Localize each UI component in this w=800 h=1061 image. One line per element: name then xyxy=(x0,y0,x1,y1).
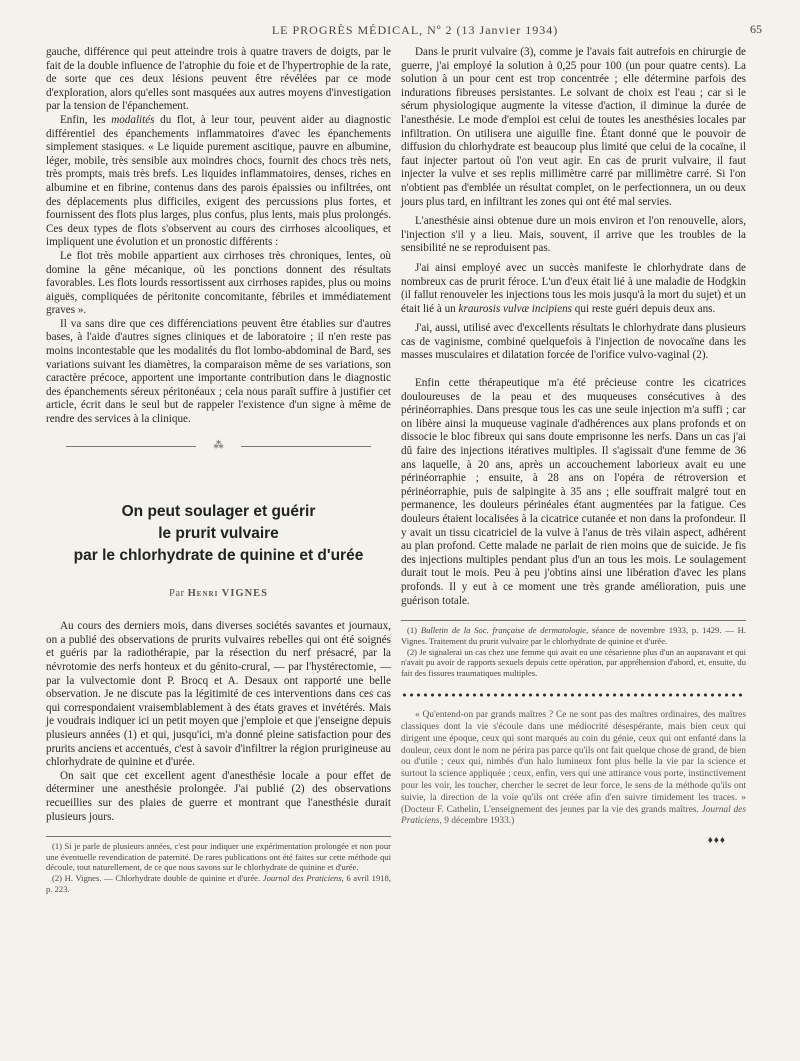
right-column xyxy=(401,46,746,848)
paragraph: Au cours des derniers mois, dans diverses sociétés savantes et journaux, on a publié des observations de prurits vulvaires rebelles qui ont été soignés et guéris par la radiothérapie, par la résection du nerf présacré, par la névrotomie des nerfs honteux et du génito-crural, — par l'hystérectomie, — par la vulvectomie dont P. Brocq et A. Desaux ont rapporté une belle observation. Je ne discute pas la légitimité de ces interventions dans ces cas qui correspondaient vraisemblablement à des états graves et invétérés. Mais je voudrais indiquer ici un petit moyen que j'emploie et que j'enseigne depuis plusieurs années (1) et qui, jusqu'ici, m'a donné pleine satisfaction pour des prurits anciens et accentués, c'est à savoir d'infiltrer la région prurigineuse au chlorhydrate de quinine et d'urée. xyxy=(46,620,391,769)
end-ornament: ♦♦♦ xyxy=(707,835,726,847)
dotted-separator xyxy=(401,692,746,698)
left-column xyxy=(46,46,391,895)
footnotes xyxy=(401,620,746,678)
paragraph: Le flot très mobile appartient aux cirrhoses très chroniques, lentes, où domine la gêne mécanique, où les ponctions donnent des résultats favorables. Les flots lourds ressortissent aux cirrhoses rapides, plus ou moins aiguës, compliquées de péritonite concomitante, fébriles et immédiatement graves ». xyxy=(46,249,391,317)
footnotes xyxy=(46,836,391,894)
paragraph: Enfin cette thérapeutique m'a été précieuse contre les cicatrices douloureuses de la peau et des muqueuses consécutives à des périnéorraphies. Dans presque tous les cas une seule injection m'a suffi ; car on libère ainsi la muqueuse vaginale d'adhérences aux plans profonds et on dissocie le bloc fibreux qui sans doute emprisonne les nerfs. Dans un cas j'ai dû faire des injections itératives multiples. Il s'agissait d'une femme de 36 ans laquelle, à 20 ans, après un accouchement laborieux avait eu une périnéorraphie ; ensuite, à 28 ans on l'opéra de rétroversion et périnéorraphie, puis de salpingite à 35 ans ; elle souffrait malgré tout en permanence, les douleurs périnéales étant augmentées par la fatigue. Ces douleurs étaient localisées à la cicatrice cutanée et non dans la profondeur. Il y avait un tissu cicatriciel de la vulve à l'anus de très vilain aspect, adhérent au plan profond. Cette malade ne parlait de rien moins que de suicide. Je fis des injections multiples pendant plus d'un an tous les mois. Le soulagement durait tout le mois. Peu à peu j'obtins ainsi une libération d'avec les plans profonds. Il y eut à ce moment une très grande amélioration, puis une guérison totale. xyxy=(401,377,746,607)
footnote: (2) Je signalerai un cas chez une femme qui avait eu une césarienne plus d'un an auparavant et qui n'avait pu avoir de rapports sexuels depuis cette opération, par appréhension d'abord, et, ensuite, du fait des fissures traumatiques multiples. xyxy=(401,646,746,678)
page-number: 65 xyxy=(750,22,762,36)
footnote: (1) Si je parle de plusieurs années, c'est pour indiquer une expérimentation prolongée et non pour une éventuelle revendication de paternité. De rares publications ont été faites sur cette méthode qui découle, tout naturellement, de ce que nous savons sur le chlorhydrate de quinine et d'urée. xyxy=(46,841,391,872)
footnote: (2) H. Vignes. — Chlorhydrate double de quinine et d'urée. Journal des Praticiens, 6 avril 1918, p. 223. xyxy=(46,873,391,894)
paragraph: Enfin, les modalités du flot, à leur tour, peuvent aider au diagnostic différentiel des épanchements inflammatoires d'avec les épanchements simplement stasiques. « Le liquide purement ascitique, pauvre en albumine, léger, mobile, très sensible aux moindres chocs, fournit des chocs très nets, très prompts, mais très brefs. Les liquides inflammatoires, denses, riches en albumine et en fibrine, contenus dans des parois épaissies ou infiltrées, ont des déplacements plus difficiles, exigent des percussions plus fortes, et fournissent des flots plus larges, plus confus, plus lents, mais plus prolongés. Ces deux types de flots s'observent au cours des cirrhoses alcooliques, et impliquent une évolution et un pronostic différents : xyxy=(46,113,391,249)
author-name: Henri VIGNES xyxy=(187,587,268,599)
quotation-box: « Qu'entend-on par grands maîtres ? Ce ne sont pas des maîtres ordinaires, des maîtres classiques dont la vie s'écoule dans une médiocrité désespérante, mais bien ceux qui dirigent une époque, ceux qui sont marqués au coin du génie, ceux qui ont enfanté dans la douleur, ceux dont le nom ne périra pas parce qu'ils ont fait quelque chose de grand, de bien ou d'utile ; ceux qui, nimbés d'un halo lumineux font plus belle la vie par la science et surtout la science appliquée ; ceux, enfin, vers qui une attirance vous porte, instinctivement pour les voir, les toucher, chercher le secret de leur force, le sens de la méthode qu'ils ont suivie, la direction de la voie qu'ils ont créée afin d'en suivre timidement les traces. » (Docteur F. Cathelin, L'enseignement des jeunes par la vie des grands maîtres. Journal des Praticiens, 9 décembre 1933.) xyxy=(401,710,746,827)
section-divider-ornament: ⁂ xyxy=(46,439,391,453)
article-title: On peut soulager et guérir le prurit vulvaire par le chlorhydrate de quinine et d'urée xyxy=(73,502,364,564)
running-head: LE PROGRÈS MÉDICAL, Nº 2 (13 Janvier 1934) xyxy=(271,23,559,37)
byline: Par Henri VIGNES xyxy=(169,587,268,599)
paragraph: Il va sans dire que ces différenciations peuvent être établies sur d'autres bases, à l'aide d'autres signes cliniques et de laboratoire ; il n'en reste pas moins incontestable que les modalités du flot lombo-abdominal de Bard, ses variations suivant les diamètres, la comparaison même de ses variations, son caractère précoce, apportent une importante contribution dans le diagnostic des épanchements séreux péritonéaux ; cela nous paraît suffire à justifier cet article, écrit dans le seul but de rappeler l'existence d'un signe à même de rendre des services à la clinique. xyxy=(46,317,391,426)
paragraph: On sait que cet excellent agent d'anesthésie locale a pour effet de déterminer une anesthésie prolongée. J'ai publié (2) des observations recueillies sur des plaies de guerre et montrant que l'anesthésie durait plusieurs jours. xyxy=(46,769,391,823)
paragraph: J'ai ainsi employé avec un succès manifeste le chlorhydrate dans de nombreux cas de prurit féroce. L'un d'eux était lié à une maladie de Hodgkin (il fallut renouveler les injections tous les mois jusqu'à la mort du sujet) et un était lié à un kraurosis vulvæ incipiens qui reste guéri depuis deux ans. xyxy=(401,261,746,315)
paragraph: L'anesthésie ainsi obtenue dure un mois environ et l'on renouvelle, alors, l'injection s'il y a lieu. Mais, souvent, il arrive que les troubles de la sensibilité ne se reproduisent pas. xyxy=(401,215,746,255)
paragraph: J'ai, aussi, utilisé avec d'excellents résultats le chlorhydrate dans plusieurs cas de vaginisme, combiné quelquefois à l'injection de novocaïne dans les masses musculaires et dilatation forcée de l'orifice vulvo-vaginal (2). xyxy=(401,322,746,362)
paragraph: Dans le prurit vulvaire (3), comme je l'avais fait autrefois en chirurgie de guerre, j'ai employé la solution à 0,25 pour 100 (un pour quatre cents). La solution à un pour cent est trop concentrée ; elle détermine parfois des indurations fibreuses persistantes. Le solvant de choix est l'eau ; car si le sérum physiologique augmente la vitesse d'action, il diminue la durée de l'anesthésie. Le mode d'emploi est celui de toutes les anesthésies locales par infiltration. On utilisera une aiguille fine. Étant donné que le pouvoir de diffusion du chlorhydrate est beaucoup plus limité que celui de la cocaïne, il faut injecter partout où l'on veut agir. En cas de prurit vulvaire, il faut injecter la vulve et ses replis millimètre carré par millimètre carré. Si l'on n'obtient pas d'emblée un résultat complet, on le perfectionnera, un ou deux jours plus tard, en infiltrant les zones qui ont été mal servies. xyxy=(401,46,746,208)
paragraph: gauche, différence qui peut atteindre trois à quatre travers de doigts, par le fait de la double influence de l'atrophie du foie et de l'hypertrophie de la rate, de sorte que ces deux lésions peuvent être révélées par ce mode d'exploration, alors qu'elles sont masquées aux autres moyens d'investigation par la tension de l'épanchement. xyxy=(46,46,391,113)
footnote: (1) Bulletin de la Soc. française de dermatologie, séance de novembre 1933, p. 1429. — H. Vignes. Traitement du prurit vulvaire par le chlorhydrate de quinine et d'urée. xyxy=(401,625,747,646)
